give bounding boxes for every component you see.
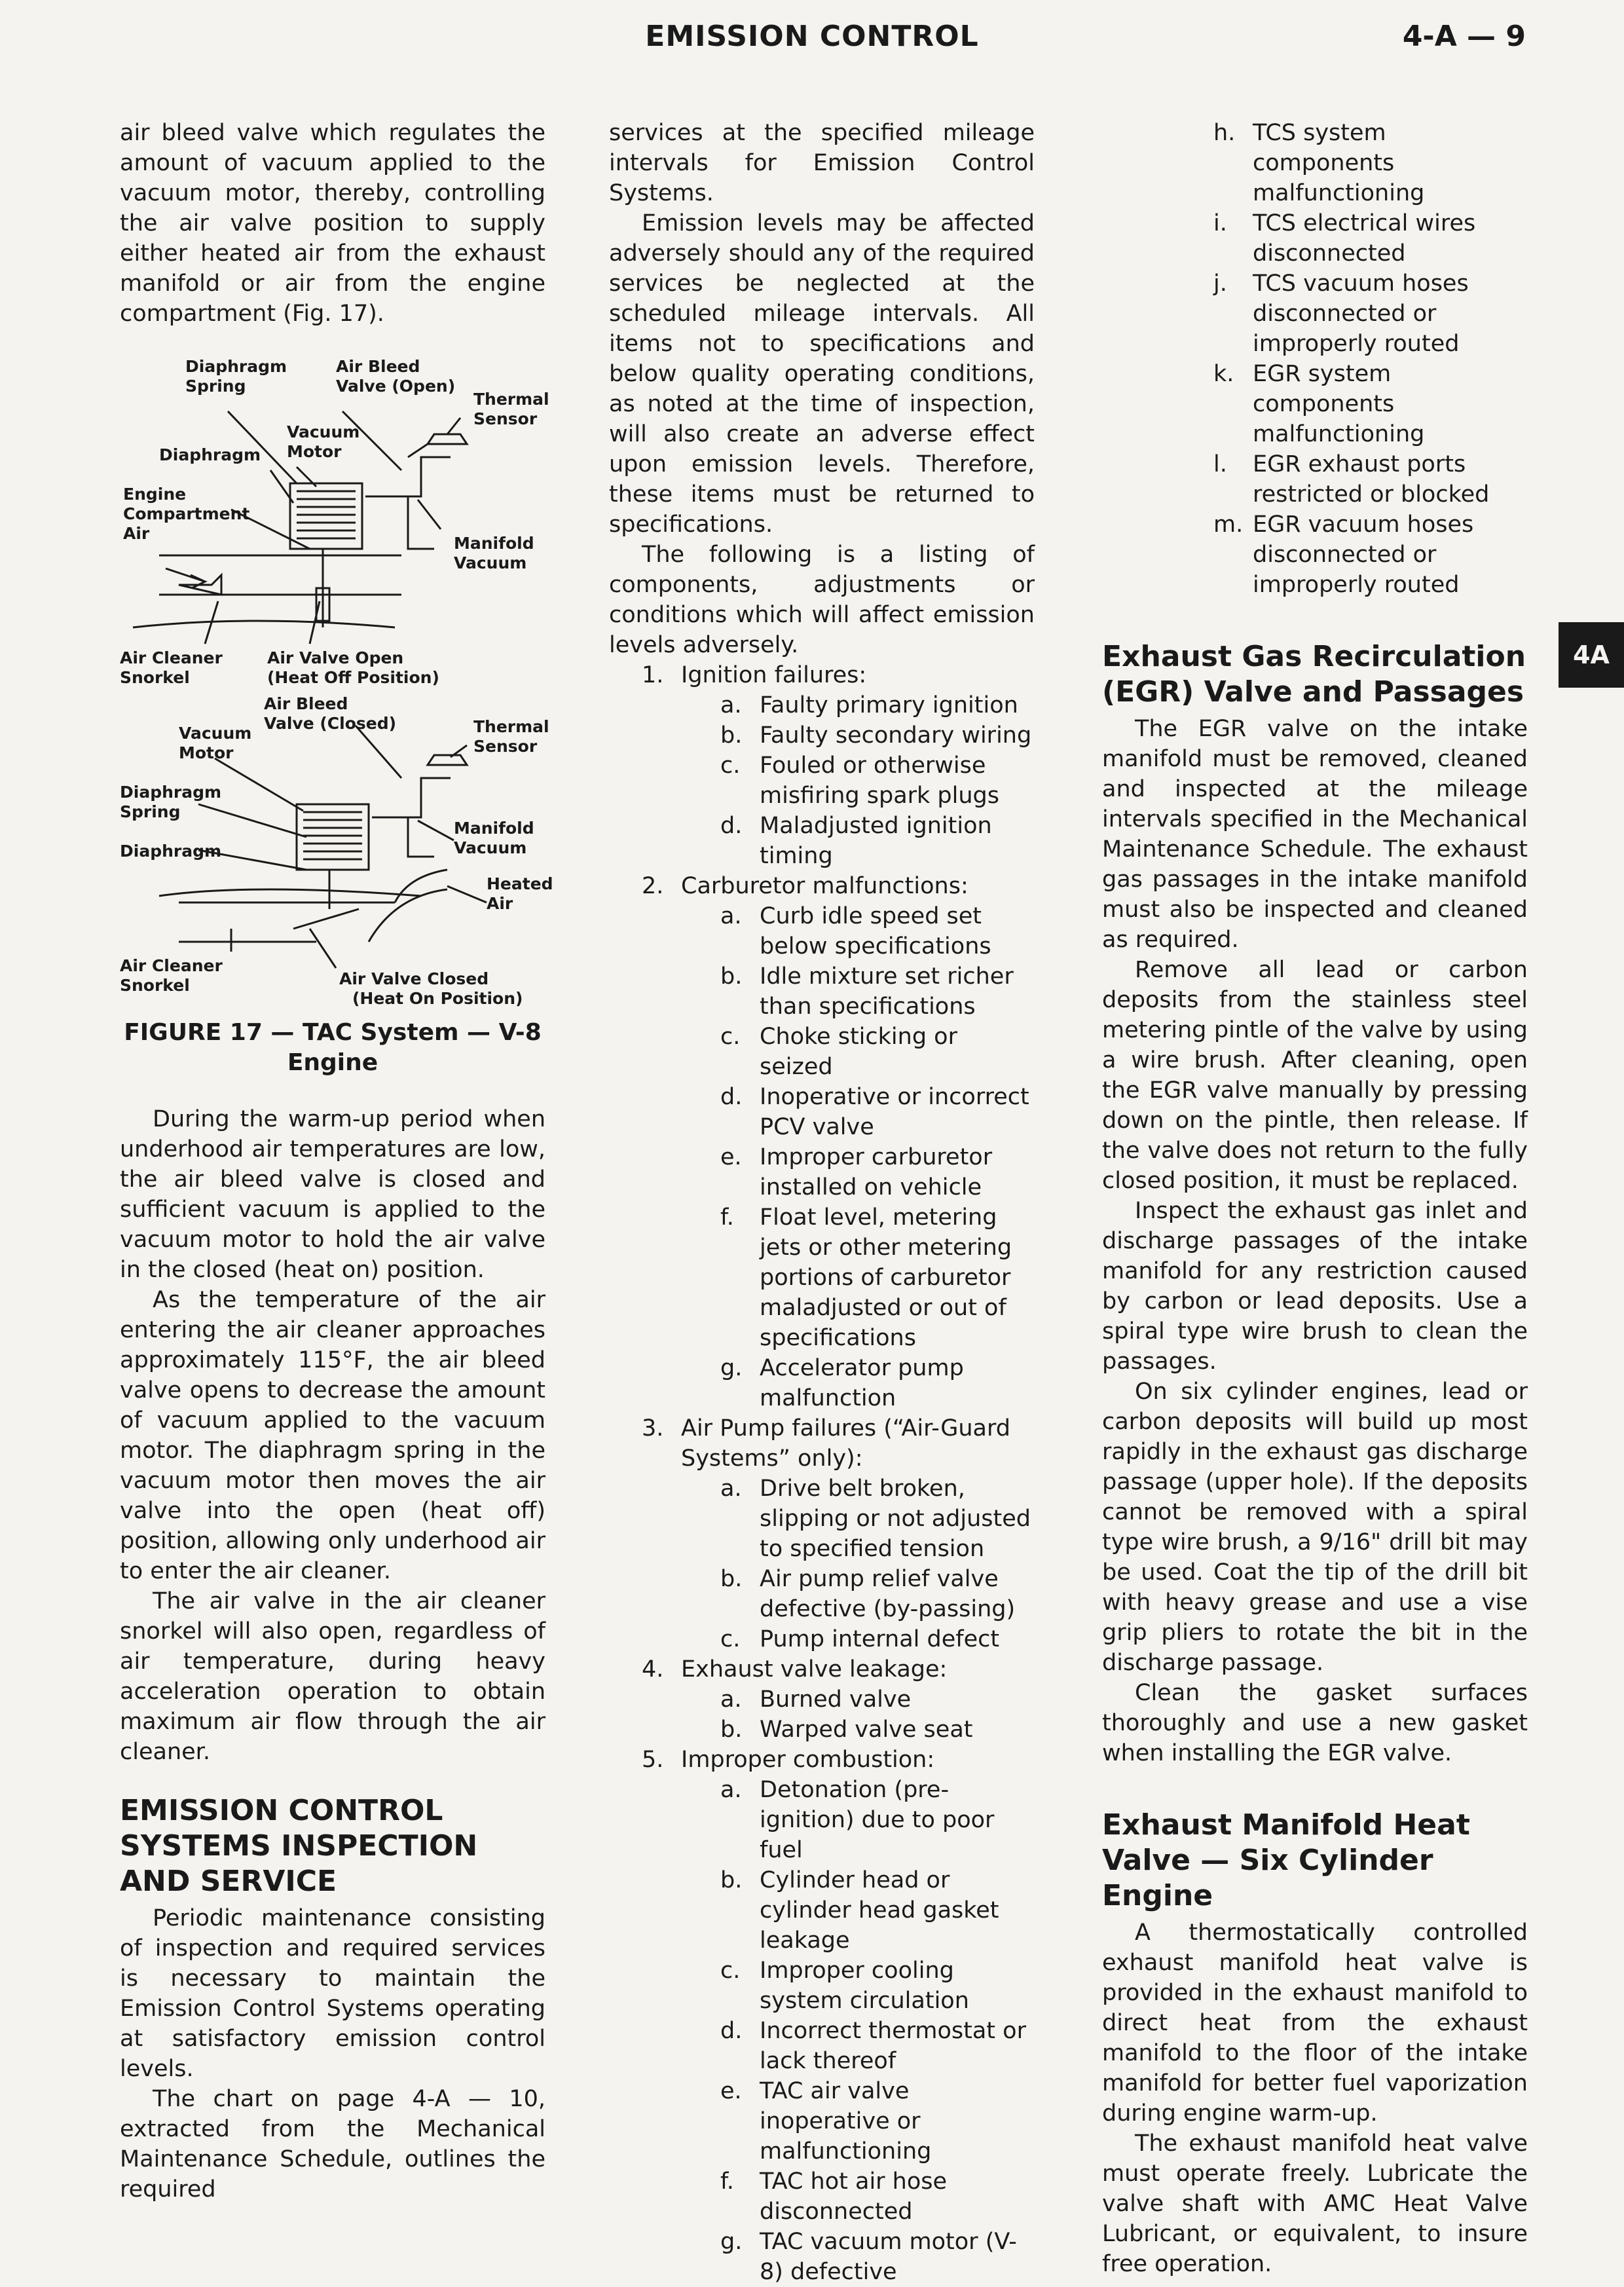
- figure-caption: FIGURE 17 — TAC System — V-8 Engine: [124, 1019, 542, 1076]
- label-diaphragm: Diaphragm: [120, 842, 222, 861]
- list-item-text: Cylinder head or cylinder head gasket leakage: [760, 1867, 999, 1954]
- list-item-text: Inoperative or incorrect PCV valve: [760, 1084, 1029, 1140]
- list-item: [609, 961, 1035, 1022]
- list-item-text: EGR vacuum hoses disconnected or improperly routed: [1253, 511, 1474, 598]
- list-item-text: Float level, metering jets or other metering portions of carburetor maladjusted or out of specifications: [760, 1204, 1012, 1351]
- list-item-text: Idle mixture set richer than specifications: [760, 963, 1014, 1020]
- paragraph: services at the specified mileage intervals for Emission Control Systems.: [609, 120, 1035, 206]
- list-item-text: Ignition failures:: [681, 662, 867, 688]
- paragraph: As the temperature of the air entering the air cleaner approaches approximately 115°F, the air bleed valve opens to decrease the amount of vacuum applied to the vacuum motor. The diaphragm spring in the vacuum motor then moves the air valve into the open (heat off) position, allowing only underhood air to enter the air cleaner.: [120, 1287, 545, 1584]
- section-heading: Exhaust Manifold Heat Valve — Six Cylinder Engine: [1102, 1808, 1470, 1912]
- label-thermal-sensor: Sensor: [473, 409, 538, 428]
- list-item: [609, 1624, 1035, 1654]
- list-item: [609, 660, 1035, 690]
- list-item-number: 2.: [642, 873, 664, 899]
- label-heated-air: Heated: [487, 874, 553, 893]
- label-diaphragm-spring: Spring: [185, 377, 246, 396]
- label-air-bleed: Air Bleed: [264, 694, 348, 713]
- list-item-number: f.: [720, 2168, 734, 2195]
- list-item-number: a.: [720, 903, 742, 929]
- paragraph: Emission levels may be affected adversely should any of the required services be neglected at the scheduled mileage intervals. All items not to specifications and below quality operating conditions, as noted at the time of inspection, will also create an adverse effect upon emission levels. Therefore, these items must be returned to specifications.: [609, 210, 1035, 538]
- list-item-number: 3.: [642, 1415, 664, 1441]
- label-diaphragm-spring: Diaphragm: [185, 357, 287, 376]
- list-item: [609, 2016, 1035, 2076]
- list-item-number: a.: [720, 692, 742, 718]
- label-manifold-vacuum: Manifold: [454, 534, 534, 553]
- list-item-number: b.: [720, 1566, 743, 1592]
- paragraph: Clean the gasket surfaces thoroughly and use a new gasket when installing the EGR valve.: [1102, 1680, 1528, 1766]
- label-air-bleed: Air Bleed: [336, 357, 420, 376]
- paragraph: A thermostatically controlled exhaust manifold heat valve is provided in the exhaust manifold to direct heat from the exhaust manifold to the floor of the intake manifold for better fuel vaporization during engine warm-up.: [1102, 1920, 1528, 2127]
- list-item-text: Incorrect thermostat or lack thereof: [760, 2018, 1026, 2074]
- section-title: EMISSION CONTROL: [645, 20, 979, 53]
- list-item-text: EGR system components malfunctioning: [1253, 361, 1425, 447]
- list-item: [1102, 208, 1528, 269]
- label-air-bleed: Valve (Open): [336, 377, 456, 396]
- list-item-text: Improper cooling system circulation: [760, 1958, 969, 2014]
- paragraph: The chart on page 4-A — 10, extracted from the Mechanical Maintenance Schedule, outlines the required: [120, 2086, 545, 2203]
- list-item-text: Choke sticking or seized: [760, 1024, 957, 1080]
- list-item-text: Pump internal defect: [760, 1626, 1000, 1652]
- list-item-number: 4.: [642, 1656, 664, 1683]
- list-item: [609, 1142, 1035, 1202]
- paragraph: Remove all lead or carbon deposits from the stainless steel metering pintle of the valve by using a wire brush. After cleaning, open the EGR valve manually by pressing down on the pintle, then release. If the valve does not return to the fully closed position, it must be replaced.: [1102, 957, 1528, 1194]
- column-left: [120, 118, 553, 2204]
- paragraph: air bleed valve which regulates the amount of vacuum applied to the vacuum motor, thereby, controlling the air valve position to supply either heated air from the exhaust manifold or air from the engine compartment (Fig. 17).: [120, 120, 545, 327]
- column-right: [1102, 118, 1528, 2279]
- list-item-number: m.: [1213, 511, 1244, 538]
- label-air-valve: Air Valve Open: [267, 648, 404, 667]
- figure-tac-system: [120, 352, 553, 1078]
- label-air-bleed: Valve (Closed): [264, 714, 397, 733]
- list-item-text: TCS system components malfunctioning: [1253, 120, 1425, 206]
- list-item-text: Warped valve seat: [760, 1717, 973, 1743]
- list-item: [609, 811, 1035, 871]
- list-item: [609, 1745, 1035, 1775]
- list-item-text: EGR exhaust ports restricted or blocked: [1253, 451, 1490, 508]
- list-item-number: d.: [720, 2018, 743, 2044]
- label-manifold-vacuum: Vacuum: [454, 838, 527, 857]
- paragraph: The following is a listing of components, adjustments or conditions which will affect emission levels adversely.: [609, 542, 1035, 658]
- list-item: [609, 2166, 1035, 2227]
- paragraph: On six cylinder engines, lead or carbon deposits will build up most rapidly in the exhaust gas discharge passage (upper hole). If the deposits cannot be removed with a spiral type wire brush, a 9/16" drill bit may be used. Coat the tip of the drill bit with heavy grease and use a vise grip pliers to rotate the bit in the discharge passage.: [1102, 1379, 1528, 1676]
- list-item-number: e.: [720, 1144, 742, 1170]
- list-item-number: g.: [720, 2229, 743, 2255]
- label-engine-air: Air: [123, 524, 150, 543]
- paragraph: During the warm-up period when underhood air temperatures are low, the air bleed valve is closed and sufficient vacuum is applied to the vacuum motor to hold the air valve in the closed (heat on) position.: [120, 1106, 545, 1283]
- paragraph: Periodic maintenance consisting of inspection and required services is necessary to maintain the Emission Control Systems operating at satisfactory emission control levels.: [120, 1905, 545, 2082]
- list-item-text: Air pump relief valve defective (by-passing): [760, 1566, 1016, 1622]
- list-item-number: c.: [720, 1958, 741, 1984]
- list-item-text: Detonation (pre-ignition) due to poor fuel: [760, 1777, 995, 1863]
- label-vacuum-motor: Vacuum: [287, 422, 360, 441]
- list-item-text: TAC hot air hose disconnected: [760, 2168, 948, 2225]
- list-item: [1102, 359, 1528, 449]
- label-diaphragm-spring: Spring: [120, 802, 181, 821]
- list-item-text: Burned valve: [760, 1686, 912, 1713]
- list-item-text: TCS electrical wires disconnected: [1253, 210, 1476, 267]
- list-item-number: a.: [720, 1686, 742, 1713]
- paragraph: The EGR valve on the intake manifold must be removed, cleaned and inspected at the mileage intervals specified in the Mechanical Maintenance Schedule. The exhaust gas passages in the intake manifold must also be inspected and cleaned as required.: [1102, 716, 1528, 953]
- list-item-number: b.: [720, 722, 743, 749]
- label-vacuum-motor: Motor: [179, 743, 234, 762]
- list-item-number: h.: [1213, 120, 1236, 146]
- list-item-text: Fouled or otherwise misfiring spark plugs: [760, 753, 999, 809]
- list-item-number: c.: [720, 753, 741, 779]
- label-air-valve: (Heat On Position): [352, 989, 523, 1008]
- section-heading: Exhaust Gas Recirculation (EGR) Valve and Passages: [1102, 640, 1526, 709]
- paragraph: The air valve in the air cleaner snorkel will also open, regardless of air temperature, during heavy acceleration operation to obtain maximum air flow through the air cleaner.: [120, 1588, 545, 1765]
- list-item: [1102, 510, 1528, 600]
- list-item-number: e.: [720, 2078, 742, 2104]
- list-item-text: Air Pump failures (“Air-Guard Systems” only):: [681, 1415, 1010, 1472]
- section-heading: EMISSION CONTROL SYSTEMS INSPECTION AND SERVICE: [120, 1794, 478, 1898]
- list-item-number: 1.: [642, 662, 664, 688]
- list-item-number: g.: [720, 1355, 743, 1381]
- list-item: [609, 1684, 1035, 1715]
- list-item-text: Curb idle speed set below specifications: [760, 903, 991, 959]
- list-item-text: Exhaust valve leakage:: [681, 1656, 948, 1683]
- label-vacuum-motor: Vacuum: [179, 724, 252, 743]
- list-item: [609, 1413, 1035, 1474]
- label-diaphragm-spring: Diaphragm: [120, 783, 222, 802]
- list-item-text: Maladjusted ignition timing: [760, 813, 992, 869]
- failure-list: [609, 660, 1035, 2287]
- list-item-text: Faulty primary ignition: [760, 692, 1018, 718]
- list-item: [609, 2227, 1035, 2287]
- label-air-valve: (Heat Off Position): [267, 668, 439, 687]
- list-item-text: Drive belt broken, slipping or not adjusted to specified tension: [760, 1476, 1031, 1562]
- label-vacuum-motor: Motor: [287, 442, 342, 461]
- list-item: [609, 720, 1035, 751]
- label-air-cleaner-snorkel: Air Cleaner: [120, 956, 223, 975]
- page-number: 4-A — 9: [1402, 20, 1526, 53]
- list-item: [609, 1715, 1035, 1745]
- list-item-text: Improper carburetor installed on vehicle: [760, 1144, 993, 1200]
- list-item-number: l.: [1213, 451, 1227, 477]
- failure-list-continued: [1102, 118, 1528, 600]
- label-engine-air: Compartment: [123, 504, 250, 523]
- list-item: [609, 1353, 1035, 1413]
- list-item: [609, 901, 1035, 961]
- paragraph: Inspect the exhaust gas inlet and discharge passages of the intake manifold for any restriction caused by carbon or lead deposits. Use a spiral type wire brush to clean the passages.: [1102, 1198, 1528, 1375]
- list-item: [609, 1082, 1035, 1142]
- list-item-text: TAC air valve inoperative or malfunctioning: [760, 2078, 932, 2165]
- label-air-cleaner-snorkel: Snorkel: [120, 668, 190, 687]
- list-item-number: a.: [720, 1476, 742, 1502]
- list-item: [609, 751, 1035, 811]
- list-item: [609, 1956, 1035, 2016]
- label-air-cleaner-snorkel: Snorkel: [120, 976, 190, 995]
- list-item: [609, 1474, 1035, 1564]
- list-item: [609, 2076, 1035, 2166]
- list-item-text: Faulty secondary wiring: [760, 722, 1032, 749]
- label-manifold-vacuum: Manifold: [454, 819, 534, 838]
- list-item-number: b.: [720, 1717, 743, 1743]
- list-item: [609, 1775, 1035, 1865]
- list-item-text: Accelerator pump malfunction: [760, 1355, 964, 1411]
- list-item-number: c.: [720, 1024, 741, 1050]
- label-heated-air: Air: [487, 894, 513, 913]
- label-air-cleaner-snorkel: Air Cleaner: [120, 648, 223, 667]
- list-item-number: d.: [720, 813, 743, 839]
- list-item-number: c.: [720, 1626, 741, 1652]
- list-item-number: k.: [1213, 361, 1234, 387]
- list-item: [609, 1865, 1035, 1956]
- list-item-text: TAC vacuum motor (V-8) defective: [760, 2229, 1017, 2285]
- label-engine-air: Engine: [123, 485, 187, 504]
- label-manifold-vacuum: Vacuum: [454, 553, 527, 572]
- list-item: [609, 1022, 1035, 1082]
- list-item-text: Improper combustion:: [681, 1747, 935, 1773]
- list-item-number: b.: [720, 1867, 743, 1893]
- list-item-number: j.: [1213, 270, 1227, 297]
- list-item-number: d.: [720, 1084, 743, 1110]
- label-thermal-sensor: Thermal: [473, 390, 549, 409]
- list-item-number: i.: [1213, 210, 1227, 236]
- list-item: [1102, 269, 1528, 359]
- list-item: [1102, 118, 1528, 208]
- label-diaphragm: Diaphragm: [159, 445, 261, 464]
- label-thermal-sensor: Sensor: [473, 737, 538, 756]
- list-item: [609, 1202, 1035, 1353]
- list-item: [609, 871, 1035, 901]
- list-item-number: a.: [720, 1777, 742, 1803]
- label-air-valve: Air Valve Closed: [339, 969, 489, 988]
- paragraph: The exhaust manifold heat valve must operate freely. Lubricate the valve shaft with AMC Heat Valve Lubricant, or equivalent, to insure free operation.: [1102, 2130, 1528, 2277]
- column-middle: [609, 118, 1035, 2287]
- list-item-number: b.: [720, 963, 743, 990]
- list-item-text: TCS vacuum hoses disconnected or improperly routed: [1253, 270, 1469, 357]
- list-item: [609, 1654, 1035, 1684]
- list-item-number: 5.: [642, 1747, 664, 1773]
- section-tab: 4A: [1559, 622, 1624, 688]
- list-item: [609, 690, 1035, 720]
- list-item-text: Carburetor malfunctions:: [681, 873, 969, 899]
- label-thermal-sensor: Thermal: [473, 717, 549, 736]
- list-item: [609, 1564, 1035, 1624]
- tac-diagram: [120, 352, 553, 1008]
- list-item-number: f.: [720, 1204, 734, 1231]
- list-item: [1102, 449, 1528, 510]
